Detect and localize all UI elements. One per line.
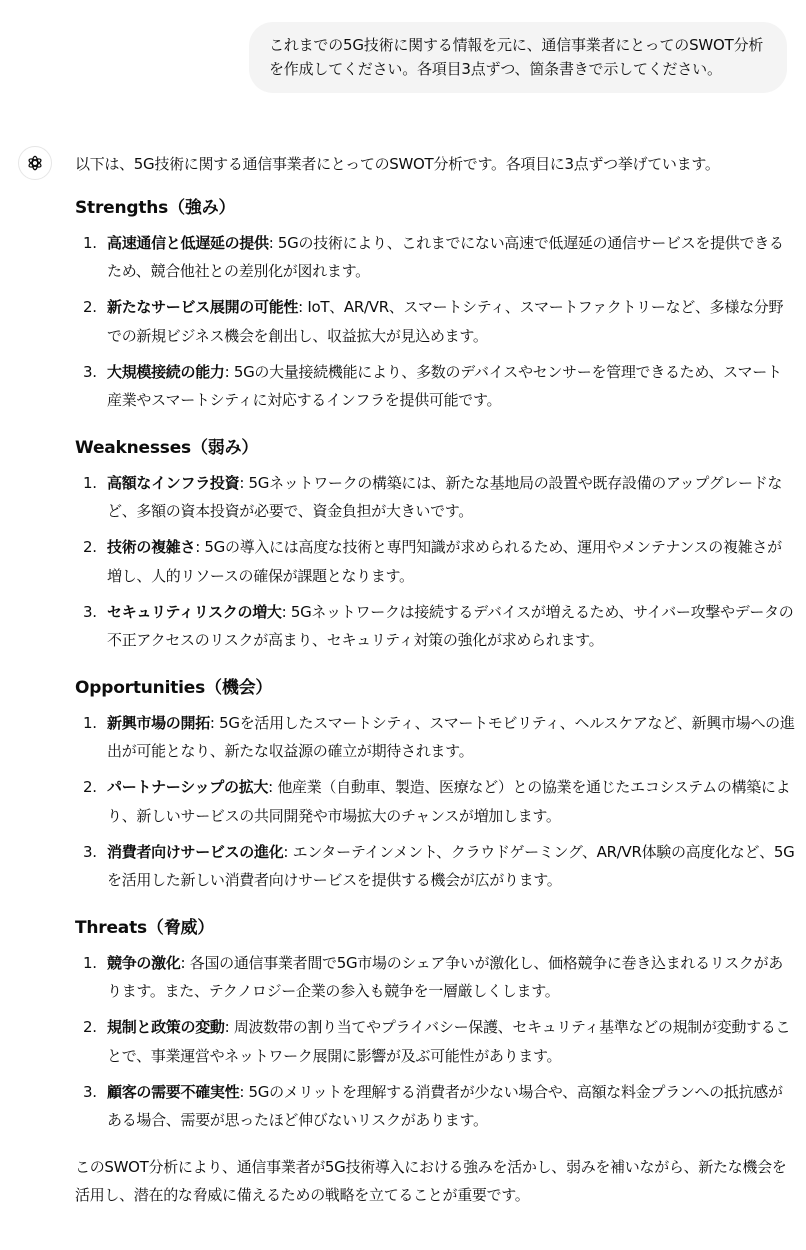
item-number: 3.: [83, 362, 97, 381]
section-title-threats: Threats（脅威）: [75, 917, 215, 938]
list-item: [75, 949, 795, 1006]
item-number: 2.: [83, 538, 97, 556]
item-desc: : 5Gのメリットを理解する消費者が少ない場合や、高額な料金プランへの抵抗感がある場合、需要が思ったほど伸びないリスクがあります。: [107, 1082, 783, 1129]
item-term: 高速通信と低遅延の提供: [107, 233, 269, 252]
item-term: 大規模接続の能力: [107, 362, 225, 381]
strengths-list: [75, 229, 795, 415]
list-item: [75, 709, 795, 766]
item-term: 技術の複雑さ: [107, 538, 196, 556]
item-desc: : 周波数帯の割り当てやプライバシー保護、セキュリティ基準などの規制が変動することで、事業運営やネットワーク展開に影響が及ぶ可能性があります。: [107, 1018, 791, 1065]
item-number: 2.: [83, 298, 97, 316]
assistant-message-content: [75, 150, 795, 1210]
item-number: 2.: [83, 1018, 97, 1036]
opportunities-list: [75, 709, 795, 895]
list-item: [75, 773, 795, 830]
item-number: 3.: [83, 1082, 97, 1101]
item-number: 1.: [83, 953, 97, 972]
list-item: [75, 1013, 795, 1070]
item-desc: : 5Gの導入には高度な技術と専門知識が求められるため、運用やメンテナンスの複雑さが増し、人的リソースの確保が課題となります。: [107, 538, 782, 585]
item-desc: : 5Gネットワークは接続するデバイスが増えるため、サイバー攻撃やデータの不正アクセスのリスクが高まり、セキュリティ対策の強化が求められます。: [107, 602, 794, 649]
weaknesses-list: [75, 469, 795, 655]
item-term: セキュリティリスクの増大: [107, 602, 282, 621]
item-term: 新たなサービス展開の可能性: [107, 298, 299, 316]
item-term: パートナーシップの拡大: [107, 778, 269, 796]
list-item: [75, 358, 795, 415]
item-number: 1.: [83, 233, 97, 252]
user-message-row: [249, 22, 787, 93]
list-item: [75, 838, 795, 895]
item-number: 1.: [83, 473, 97, 492]
section-title-weaknesses: Weaknesses（弱み）: [75, 437, 259, 458]
user-message-bubble: これまでの5G技術に関する情報を元に、通信事業者にとってのSWOT分析を作成してください。各項目3点ずつ、箇条書きで示してください。: [249, 22, 787, 93]
list-item: [75, 229, 795, 286]
list-item: [75, 598, 795, 655]
item-number: 3.: [83, 842, 97, 861]
item-number: 3.: [83, 602, 97, 621]
section-title-strengths: Strengths（強み）: [75, 197, 236, 218]
openai-logo-icon: [25, 153, 45, 173]
list-item: [75, 469, 795, 526]
item-term: 競争の激化: [107, 953, 181, 972]
item-term: 規制と政策の変動: [107, 1018, 225, 1036]
item-term: 顧客の需要不確実性: [107, 1082, 240, 1101]
item-desc: : 5Gの大量接続機能により、多数のデバイスやセンサーを管理できるため、スマート産業やスマートシティに対応するインフラを提供可能です。: [107, 362, 782, 409]
list-item: [75, 533, 795, 590]
item-number: 1.: [83, 713, 97, 732]
threats-list: [75, 949, 795, 1135]
item-term: 高額なインフラ投資: [107, 473, 240, 492]
item-term: 新興市場の開拓: [107, 713, 210, 732]
item-desc: : エンターテインメント、クラウドゲーミング、AR/VR体験の高度化など、5Gを活用した新しい消費者向けサービスを提供する機会が広がります。: [107, 842, 795, 889]
list-item: [75, 1078, 795, 1135]
item-number: 2.: [83, 778, 97, 796]
item-desc: : 他産業（自動車、製造、医療など）との協業を通じたエコシステムの構築により、新しいサービスの共同開発や市場拡大のチャンスが増加します。: [107, 778, 791, 825]
intro-text: 以下は、5G技術に関する通信事業者にとってのSWOT分析です。各項目に3点ずつ挙げています。: [75, 155, 720, 173]
item-term: 消費者向けサービスの進化: [107, 842, 284, 861]
item-desc: : 5Gネットワークの構築には、新たな基地局の設置や既存設備のアップグレードなど、多額の資本投資が必要で、資金負担が大きいです。: [107, 473, 783, 520]
item-desc: : 5Gの技術により、これまでにない高速で低遅延の通信サービスを提供できるため、競合他社との差別化が図れます。: [107, 233, 784, 280]
item-desc: : IoT、AR/VR、スマートシティ、スマートファクトリーなど、多様な分野での新規ビジネス機会を創出し、収益拡大が見込めます。: [107, 298, 784, 345]
avatar: [18, 146, 52, 180]
conclusion-text: このSWOT分析により、通信事業者が5G技術導入における強みを活かし、弱みを補いながら、新たな機会を活用し、潜在的な脅威に備えるための戦略を立てることが重要です。: [75, 1157, 787, 1204]
list-item: [75, 293, 795, 350]
section-title-opportunities: Opportunities（機会）: [75, 677, 273, 698]
item-desc: : 各国の通信事業者間で5G市場のシェア争いが激化し、価格競争に巻き込まれるリスクがあります。また、テクノロジー企業の参入も競争を一層厳しくします。: [107, 953, 784, 1000]
item-desc: : 5Gを活用したスマートシティ、スマートモビリティ、ヘルスケアなど、新興市場への進出が可能となり、新たな収益源の確立が期待されます。: [107, 713, 795, 760]
